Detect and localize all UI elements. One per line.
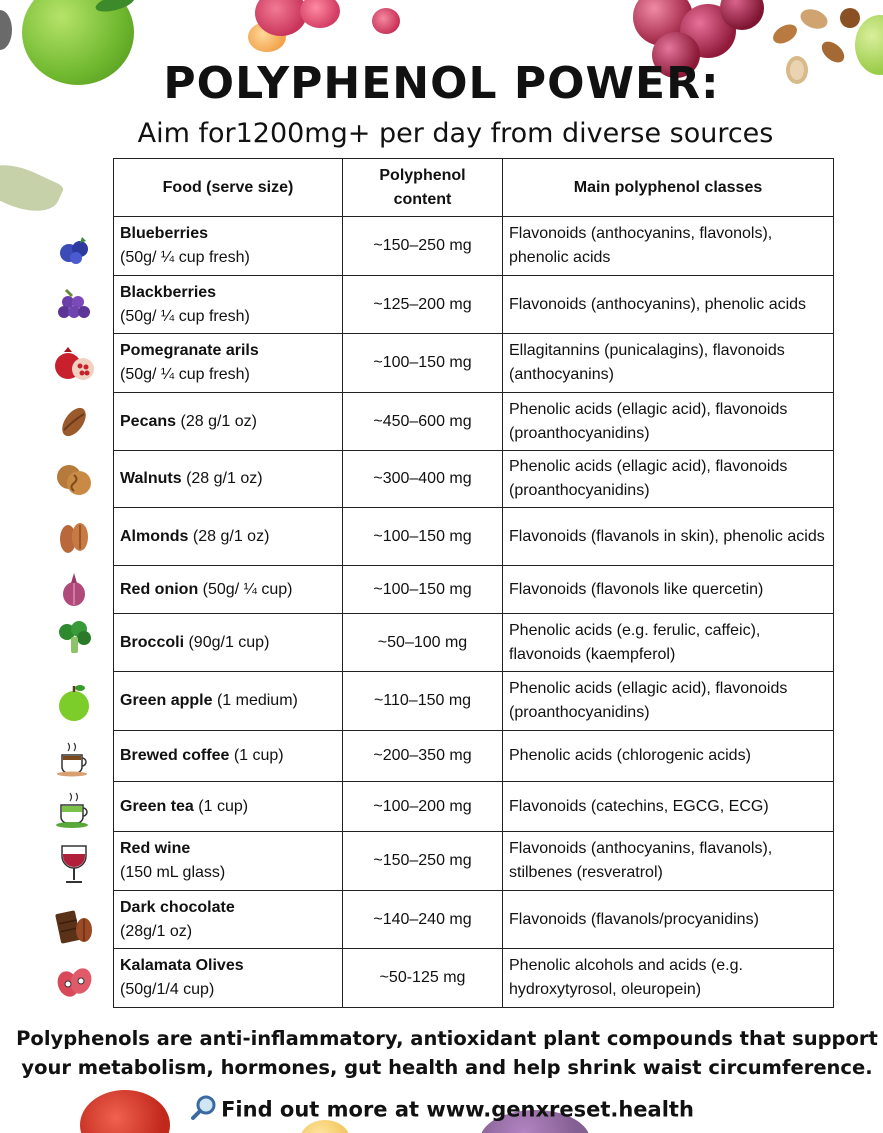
food-name: Blackberries <box>120 283 217 301</box>
walnut-icon <box>50 455 98 503</box>
food-name: Blueberries <box>120 225 209 242</box>
food-serve: (28 g/1 oz) <box>186 470 263 487</box>
content-cell: ~100–150 mg <box>343 566 503 614</box>
food-name: Broccoli <box>120 633 185 651</box>
magnifying-glass-icon <box>189 1094 217 1127</box>
table-row <box>114 832 834 891</box>
pomegranate-icon <box>50 340 98 388</box>
content-cell: ~110–150 mg <box>343 672 503 731</box>
food-serve: (50g/ ¼ cup fresh) <box>120 307 250 325</box>
content-cell: ~450–600 mg <box>343 393 503 451</box>
classes-cell: Phenolic acids (ellagic acid), flavonoids (proanthocyanidins) <box>503 672 834 731</box>
food-cell <box>114 566 343 614</box>
header-food: Food (serve size) <box>114 159 343 217</box>
decorative-leaf-image <box>0 153 65 223</box>
classes-cell: Flavonoids (catechins, EGCG, ECG) <box>503 782 834 832</box>
content-cell: ~50-125 mg <box>343 949 503 1008</box>
food-name: Green apple <box>120 692 213 709</box>
table-row <box>114 508 834 566</box>
table-row <box>114 614 834 672</box>
food-name: Red wine <box>120 840 191 857</box>
table-row <box>114 782 834 832</box>
content-cell: ~200–350 mg <box>343 731 503 782</box>
content-cell: ~125–200 mg <box>343 276 503 334</box>
food-cell <box>114 508 343 566</box>
food-name: Red onion <box>120 580 199 598</box>
footer-text <box>0 1024 883 1082</box>
classes-cell: Phenolic acids (ellagic acid), flavonoids (proanthocyanidins) <box>503 393 834 451</box>
food-serve: (50g/ ¼ cup fresh) <box>120 366 250 383</box>
decorative-raspberry-image <box>300 0 340 28</box>
olives-icon <box>50 958 98 1006</box>
classes-cell: Phenolic alcohols and acids (e.g. hydroxytyrosol, oleuropein) <box>503 949 834 1008</box>
content-cell: ~150–250 mg <box>343 217 503 276</box>
table-row <box>114 217 834 276</box>
table-row <box>114 276 834 334</box>
red-onion-icon <box>50 565 98 613</box>
classes-cell: Phenolic acids (chlorogenic acids) <box>503 731 834 782</box>
food-cell <box>114 334 343 393</box>
classes-cell: Flavonoids (anthocyanins), phenolic acids <box>503 276 834 334</box>
coffee-cup-icon <box>50 733 98 781</box>
page-subtitle: Aim for1200mg+ per day from diverse sources <box>137 118 774 149</box>
green-apple-icon <box>50 678 98 726</box>
pecan-icon <box>50 398 98 446</box>
table-row <box>114 393 834 451</box>
food-serve: (50g/ ¼ cup) <box>202 580 293 598</box>
food-cell <box>114 949 343 1008</box>
food-cell <box>114 276 343 334</box>
food-cell <box>114 451 343 508</box>
food-cell <box>114 217 343 276</box>
blackberries-icon <box>50 280 98 328</box>
food-name: Pecans <box>120 412 177 430</box>
content-cell: ~100–150 mg <box>343 334 503 393</box>
food-serve: (1 cup) <box>198 797 249 815</box>
polyphenol-table <box>113 158 834 1008</box>
food-cell <box>114 672 343 731</box>
food-cell <box>114 731 343 782</box>
food-serve: (90g/1 cup) <box>188 633 270 651</box>
page-title: POLYPHENOL POWER: <box>163 58 720 109</box>
decorative-food-image <box>0 10 12 50</box>
classes-cell: Flavonoids (flavanols in skin), phenolic acids <box>503 508 834 566</box>
table-row <box>114 451 834 508</box>
food-serve: (150 mL glass) <box>120 864 226 881</box>
food-name: Brewed coffee <box>120 747 230 764</box>
header-content <box>343 159 503 217</box>
table-header-row <box>114 159 834 217</box>
content-cell: ~100–200 mg <box>343 782 503 832</box>
food-name: Pomegranate arils <box>120 342 259 359</box>
food-cell <box>114 832 343 891</box>
decorative-nut-image <box>770 21 801 48</box>
decorative-nut-image <box>798 6 830 32</box>
table-row <box>114 334 834 393</box>
food-cell <box>114 614 343 672</box>
footer-line-1: Polyphenols are anti-inflammatory, antioxidant plant compounds that support <box>16 1027 878 1050</box>
food-serve: (50g/1/4 cup) <box>120 981 215 998</box>
chocolate-icon <box>50 902 98 950</box>
header-content-line2: content <box>393 190 452 208</box>
table-row <box>114 566 834 614</box>
footer-line-2: your metabolism, hormones, gut health and help shrink waist circumference. <box>21 1056 873 1079</box>
content-cell: ~100–150 mg <box>343 508 503 566</box>
food-serve: (28 g/1 oz) <box>192 527 270 545</box>
food-cell <box>114 782 343 832</box>
wine-glass-icon <box>50 840 98 888</box>
header-classes: Main polyphenol classes <box>503 159 834 217</box>
food-name: Walnuts <box>120 470 182 487</box>
food-serve: (28g/1 oz) <box>120 922 193 940</box>
website-link-text[interactable]: Find out more at www.genxreset.health <box>221 1097 694 1122</box>
table-row <box>114 672 834 731</box>
classes-cell: Flavonoids (anthocyanins, flavonols), phenolic acids <box>503 217 834 276</box>
almond-icon <box>50 513 98 561</box>
food-cell <box>114 393 343 451</box>
food-name: Kalamata Olives <box>120 957 244 974</box>
food-cell <box>114 891 343 949</box>
classes-cell: Flavonoids (flavonols like quercetin) <box>503 566 834 614</box>
food-serve: (28 g/1 oz) <box>180 412 257 430</box>
classes-cell: Flavonoids (flavanols/procyanidins) <box>503 891 834 949</box>
classes-cell: Phenolic acids (ellagic acid), flavonoids (proanthocyanidins) <box>503 451 834 508</box>
content-cell: ~50–100 mg <box>343 614 503 672</box>
website-link[interactable] <box>0 1094 883 1127</box>
content-cell: ~300–400 mg <box>343 451 503 508</box>
blueberries-icon <box>50 225 98 273</box>
classes-cell: Flavonoids (anthocyanins, flavanols), stilbenes (resveratrol) <box>503 832 834 891</box>
table-row <box>114 731 834 782</box>
decorative-raspberry-image <box>372 8 400 34</box>
food-serve: (1 cup) <box>233 747 284 764</box>
food-serve: (50g/ ¼ cup fresh) <box>120 249 250 266</box>
food-name: Almonds <box>120 527 189 545</box>
classes-cell: Ellagitannins (punicalagins), flavonoids (anthocyanins) <box>503 334 834 393</box>
food-name: Green tea <box>120 797 194 815</box>
broccoli-icon <box>50 613 98 661</box>
classes-cell: Phenolic acids (e.g. ferulic, caffeic), flavonoids (kaempferol) <box>503 614 834 672</box>
table-row <box>114 949 834 1008</box>
decorative-nut-image <box>840 8 860 28</box>
table-row <box>114 891 834 949</box>
tea-cup-icon <box>50 785 98 833</box>
food-serve: (1 medium) <box>216 692 298 709</box>
content-cell: ~150–250 mg <box>343 832 503 891</box>
header-content-line1: Polyphenol <box>379 166 466 184</box>
food-name: Dark chocolate <box>120 898 235 916</box>
content-cell: ~140–240 mg <box>343 891 503 949</box>
